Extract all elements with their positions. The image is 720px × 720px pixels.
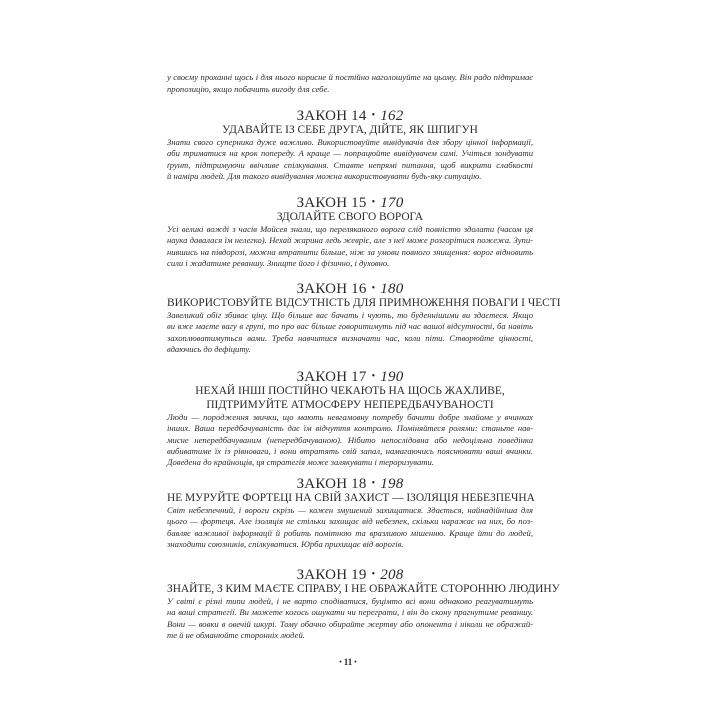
law-heading: [167, 109, 533, 123]
body-line: Люди — породження звички, що мають невгамовну потребу бачити добре знайоме у вчинках: [167, 412, 533, 422]
body-line: знаходити союзників, спілкуватися. Юрба прихищає від ворогів.: [167, 538, 404, 549]
law-section: [167, 109, 533, 182]
separator: •: [371, 569, 376, 580]
law-title: ВИКОРИСТОВУЙТЕ ВІДСУТНІСТЬ ДЛЯ ПРИМНОЖЕННЯ ПОВАГИ І ЧЕСТІ: [167, 297, 561, 309]
law-page-ref: 198: [380, 476, 404, 492]
body-line: У світі є різні типи людей, і не варто сподіватися, буцімто всі вони однаково реагуватимуть: [167, 596, 533, 606]
body-line: на ваші стратегії. Ви можете когось ошукати чи переграти, і він до скону прагнутиме реваншу.: [167, 607, 533, 618]
body-line: нившись на півдорозі, можна втратити більше, ніж за умови повного знищення: ворог відновить: [167, 246, 533, 257]
body-line: те й не обманюйте сторонніх людей.: [167, 629, 305, 640]
separator: •: [371, 110, 376, 121]
body-line: вдаючись до дефіциту.: [167, 343, 251, 354]
intro-paragraph: [167, 71, 533, 95]
separator: •: [371, 371, 376, 382]
body-line: Усі великі вожді з часів Мойсея знали, що переляканого ворога слід повністю здолати (часом ця: [167, 224, 533, 234]
separator: •: [339, 658, 342, 666]
law-title: ПІДТРИМУЙТЕ АТМОСФЕРУ НЕПЕРЕДБАЧУВАНОСТІ: [206, 399, 494, 411]
body-line: наука давалася їм нелегко). Нехай жарина ледь жевріє, але з неї може розгорітися пожежа. Зупи-: [167, 235, 533, 246]
law-label: ЗАКОН 15: [296, 195, 367, 211]
law-section: [167, 196, 533, 269]
law-label: ЗАКОН 16: [296, 281, 367, 297]
body-line: й наміри людей. Для такого вивідування можна використовувати будь-яку ситуацію.: [167, 170, 482, 181]
body-line: захоплюватимуться вами. Треба навчитися визначати час, коли піти. Створюйте цінності,: [167, 332, 533, 343]
body-line: сили і жадатиме реваншу. Знищте його і фізично, і духовно.: [167, 257, 390, 268]
law-page-ref: 170: [380, 195, 404, 211]
law-label: ЗАКОН 19: [296, 567, 367, 583]
body-line: Завеликий обіг збиває ціну. Що більше вас бачать і чують, то буденнішими ви здаєтеся. Якщо: [167, 310, 533, 320]
body-line: ґрунт, підтримуючи ввічливе спілкування. Ставте непрямі питання, щоб викрити слабкості: [167, 159, 533, 170]
law-label: ЗАКОН 14: [296, 108, 367, 124]
law-title: НЕХАЙ ІНШІ ПОСТІЙНО ЧЕКАЮТЬ НА ЩОСЬ ЖАХЛИВЕ,: [195, 385, 505, 397]
separator: •: [354, 658, 357, 666]
law-section: [167, 477, 533, 550]
law-title: ЗДОЛАЙТЕ СВОГО ВОРОГА: [276, 211, 424, 223]
law-page-ref: 190: [380, 369, 404, 385]
separator: •: [371, 197, 376, 208]
separator: •: [371, 283, 376, 294]
separator: •: [371, 478, 376, 489]
law-heading: [167, 568, 533, 582]
law-page-ref: 208: [380, 567, 404, 583]
body-line: аби триматися на крок попереду. А краще — попрацюйте вивідувачем самі. Учіться зондувати: [167, 148, 533, 159]
body-line: Вони — вовки в овечій шкурі. Тому обачно обирайте жертву або опонента і ніколи не ображай-: [167, 618, 533, 629]
law-section: [167, 281, 561, 355]
body-line: цього — фортеця. Але ізоляція не стільки захищає від небезпек, скільки наражає на них, бо поз-: [167, 516, 533, 527]
law-title: ЗНАЙТЕ, З КИМ МАЄТЕ СПРАВУ, І НЕ ОБРАЖАЙТЕ СТОРОННЮ ЛЮДИНУ: [167, 583, 560, 595]
body-line: мисне непередбачуваним (непередбачуваною). Нібито непослідовна або недоцільна поведінка: [167, 434, 533, 445]
body-line: пропозицію, якщо побачить вигоду для себе.: [167, 84, 330, 94]
body-line: Світ небезпечний, і вороги скрізь — кожен змушений захищатися. Здається, найнадійніша для: [167, 505, 533, 515]
law-heading: [167, 196, 533, 210]
body-line: Доведена до крайнощів, ця стратегія може залякувати і тероризувати.: [167, 457, 434, 468]
body-line: бавляє важливої інформації й робить помітною та вразливою мішенню. Краще йти до людей,: [167, 527, 533, 538]
law-heading: [167, 370, 533, 384]
body-line: ви вже маєте вагу в групі, то про вас більше говоритимуть під час вашої відсутності, ба навіть: [167, 321, 533, 332]
body-line: вибиватиме їх із рівноваги, і вони втратять свій запал, намагаючись пояснювати ваші вчинки.: [167, 445, 533, 456]
law-page-ref: 162: [380, 108, 404, 124]
law-label: ЗАКОН 18: [296, 476, 367, 492]
law-title: НЕ МУРУЙТЕ ФОРТЕЦІ НА СВІЙ ЗАХИСТ — ІЗОЛЯЦІЯ НЕБЕЗПЕЧНА: [167, 492, 535, 504]
law-section: [167, 370, 533, 468]
law-section: [167, 567, 560, 641]
law-label: ЗАКОН 17: [296, 369, 367, 385]
law-page-ref: 180: [380, 281, 404, 297]
page-number: [300, 657, 396, 667]
body-line: інших. Ваша передбачуваність дає їм відчуття контролю. Поміняйтеся ролями: станьте нав-: [167, 423, 533, 434]
law-title: УДАВАЙТЕ ІЗ СЕБЕ ДРУГА, ДІЙТЕ, ЯК ШПИГУН: [222, 124, 478, 136]
page-number-value: 11: [343, 657, 353, 667]
law-heading: [167, 282, 533, 296]
law-heading: [167, 477, 533, 491]
body-line: Знати свого суперника дуже важливо. Використовуйте вивідувачів для збору цінної інформації,: [167, 137, 533, 147]
body-line: у своєму проханні щось і для нього корисне й постійно наголошуйте на цьому. Він радо підтримає: [167, 72, 533, 82]
